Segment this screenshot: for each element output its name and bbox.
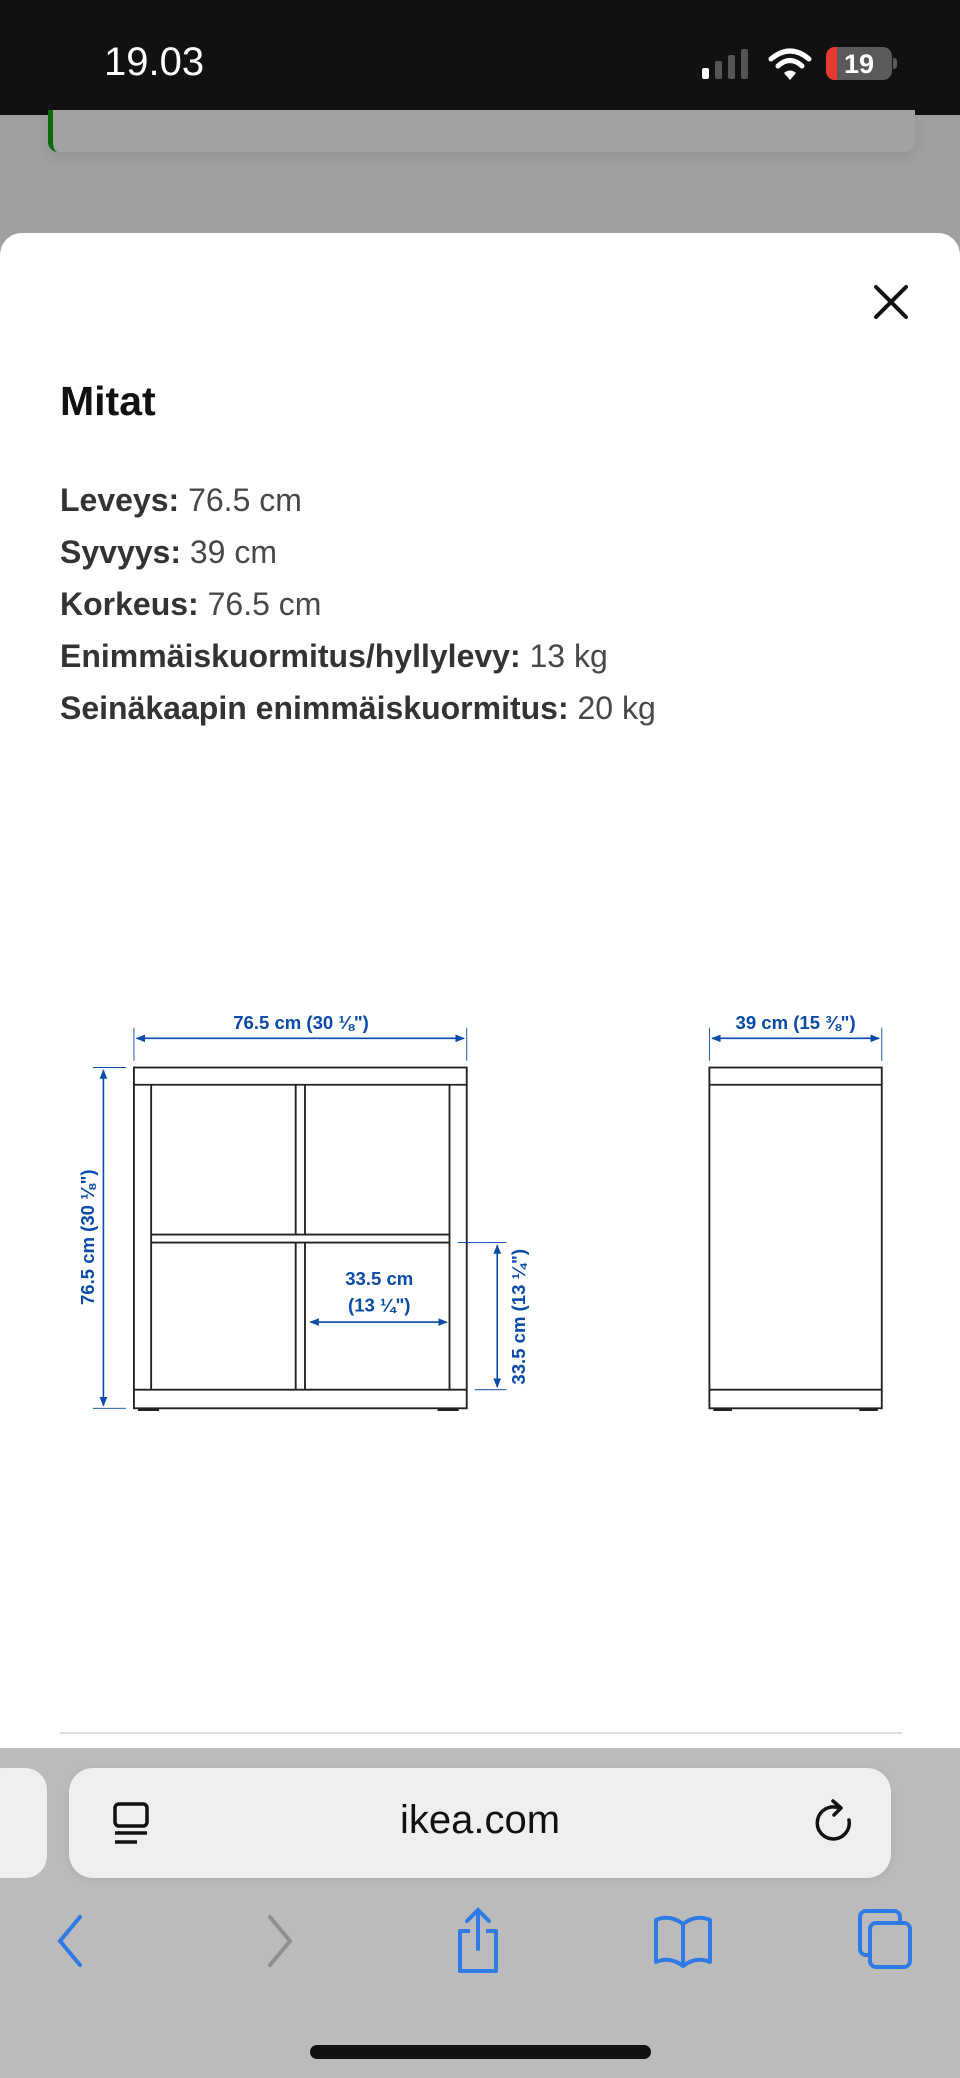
front-view (134, 1068, 467, 1410)
spec-label: Korkeus: (60, 586, 199, 622)
spec-value: 13 kg (529, 638, 608, 674)
side-view (709, 1068, 881, 1410)
spec-wall-load (60, 682, 656, 734)
battery-tip (893, 58, 897, 69)
share-icon[interactable] (452, 1905, 504, 1975)
spec-value: 20 kg (577, 690, 656, 726)
spec-value: 76.5 cm (207, 586, 322, 622)
inner-width-label: 33.5 cm (345, 1267, 414, 1289)
divider (60, 1732, 902, 1734)
wifi-icon (768, 46, 812, 82)
address-bar[interactable] (69, 1768, 891, 1878)
modal-title: Mitat (60, 378, 156, 424)
status-time: 19.03 (104, 40, 205, 84)
depth-dimension-label: 39 cm (15 ⅜") (735, 1012, 856, 1034)
status-bar (0, 0, 960, 115)
spec-list (60, 474, 656, 734)
url-text: ikea.com (399, 1798, 561, 1842)
width-dimension-label: 76.5 cm (30 ⅛") (233, 1012, 369, 1034)
reload-icon[interactable] (813, 1798, 857, 1848)
spec-height (60, 578, 656, 630)
spec-shelf-load (60, 630, 656, 682)
spec-depth (60, 526, 656, 578)
spec-value: 39 cm (189, 534, 278, 570)
background-page-card (48, 110, 915, 152)
dimension-diagram (0, 980, 960, 1460)
inner-width-label-inch: (13 ¼") (348, 1294, 411, 1316)
height-dimension-label: 76.5 cm (30 ⅛") (77, 1169, 99, 1306)
battery-icon (826, 47, 892, 80)
tabs-icon[interactable] (856, 1907, 914, 1971)
spec-label: Syvyys: (60, 534, 181, 570)
bookmarks-icon[interactable] (652, 1912, 714, 1968)
close-icon[interactable] (870, 281, 912, 323)
spec-label: Enimmäiskuormitus/hyllylevy: (60, 638, 521, 674)
battery-level: 19 (843, 49, 875, 79)
inner-height-label: 33.5 cm (13 ¼") (508, 1248, 530, 1385)
forward-icon[interactable] (262, 1913, 298, 1969)
back-icon[interactable] (52, 1913, 88, 1969)
spec-width (60, 474, 656, 526)
spec-label: Leveys: (60, 482, 180, 518)
spec-label: Seinäkaapin enimmäiskuormitus: (60, 690, 569, 726)
cellular-signal-icon (700, 48, 750, 80)
home-indicator[interactable] (310, 2045, 651, 2059)
previous-tab-preview[interactable] (0, 1768, 47, 1878)
spec-value: 76.5 cm (188, 482, 302, 518)
